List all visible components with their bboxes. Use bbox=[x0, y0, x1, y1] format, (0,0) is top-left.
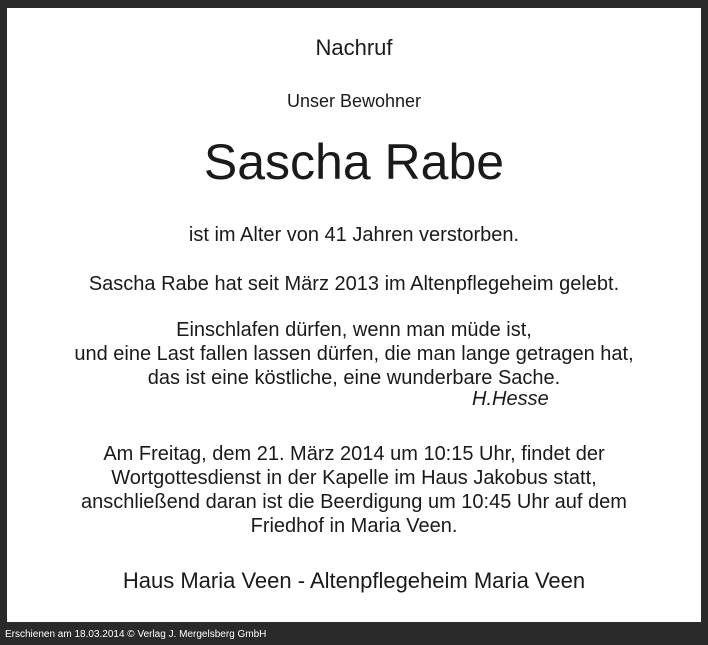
institution-signature: Haus Maria Veen - Altenpflegeheim Maria Veen bbox=[122, 568, 586, 593]
service-line: Friedhof in Maria Veen. bbox=[250, 515, 458, 537]
service-line: anschließend daran ist die Beerdigung um 10:45 Uhr auf dem bbox=[81, 491, 627, 513]
obituary-card bbox=[7, 8, 701, 622]
funeral-service-info bbox=[7, 442, 701, 538]
notice-subtitle: Unser Bewohner bbox=[286, 91, 422, 111]
poem-line: das ist eine köstliche, eine wunderbare Sache. bbox=[147, 367, 561, 389]
deceased-name: Sascha Rabe bbox=[203, 134, 505, 190]
age-line: ist im Alter von 41 Jahren verstorben. bbox=[188, 224, 520, 246]
poem-line: und eine Last fallen lassen dürfen, die man lange getragen hat, bbox=[74, 343, 634, 365]
notice-title: Nachruf bbox=[315, 35, 393, 60]
service-line: Am Freitag, dem 21. März 2014 um 10:15 Uhr, findet der bbox=[103, 443, 605, 465]
service-line: Wortgottesdienst in der Kapelle im Haus Jakobus statt, bbox=[111, 467, 597, 489]
poem-line: Einschlafen dürfen, wenn man müde ist, bbox=[176, 319, 532, 341]
residence-line: Sascha Rabe hat seit März 2013 im Altenpflegeheim gelebt. bbox=[88, 273, 620, 295]
publication-footer: Erschienen am 18.03.2014 © Verlag J. Mergelsberg GmbH bbox=[5, 629, 267, 640]
poem-author: H.Hesse bbox=[472, 388, 549, 410]
poem-quote bbox=[7, 318, 701, 390]
